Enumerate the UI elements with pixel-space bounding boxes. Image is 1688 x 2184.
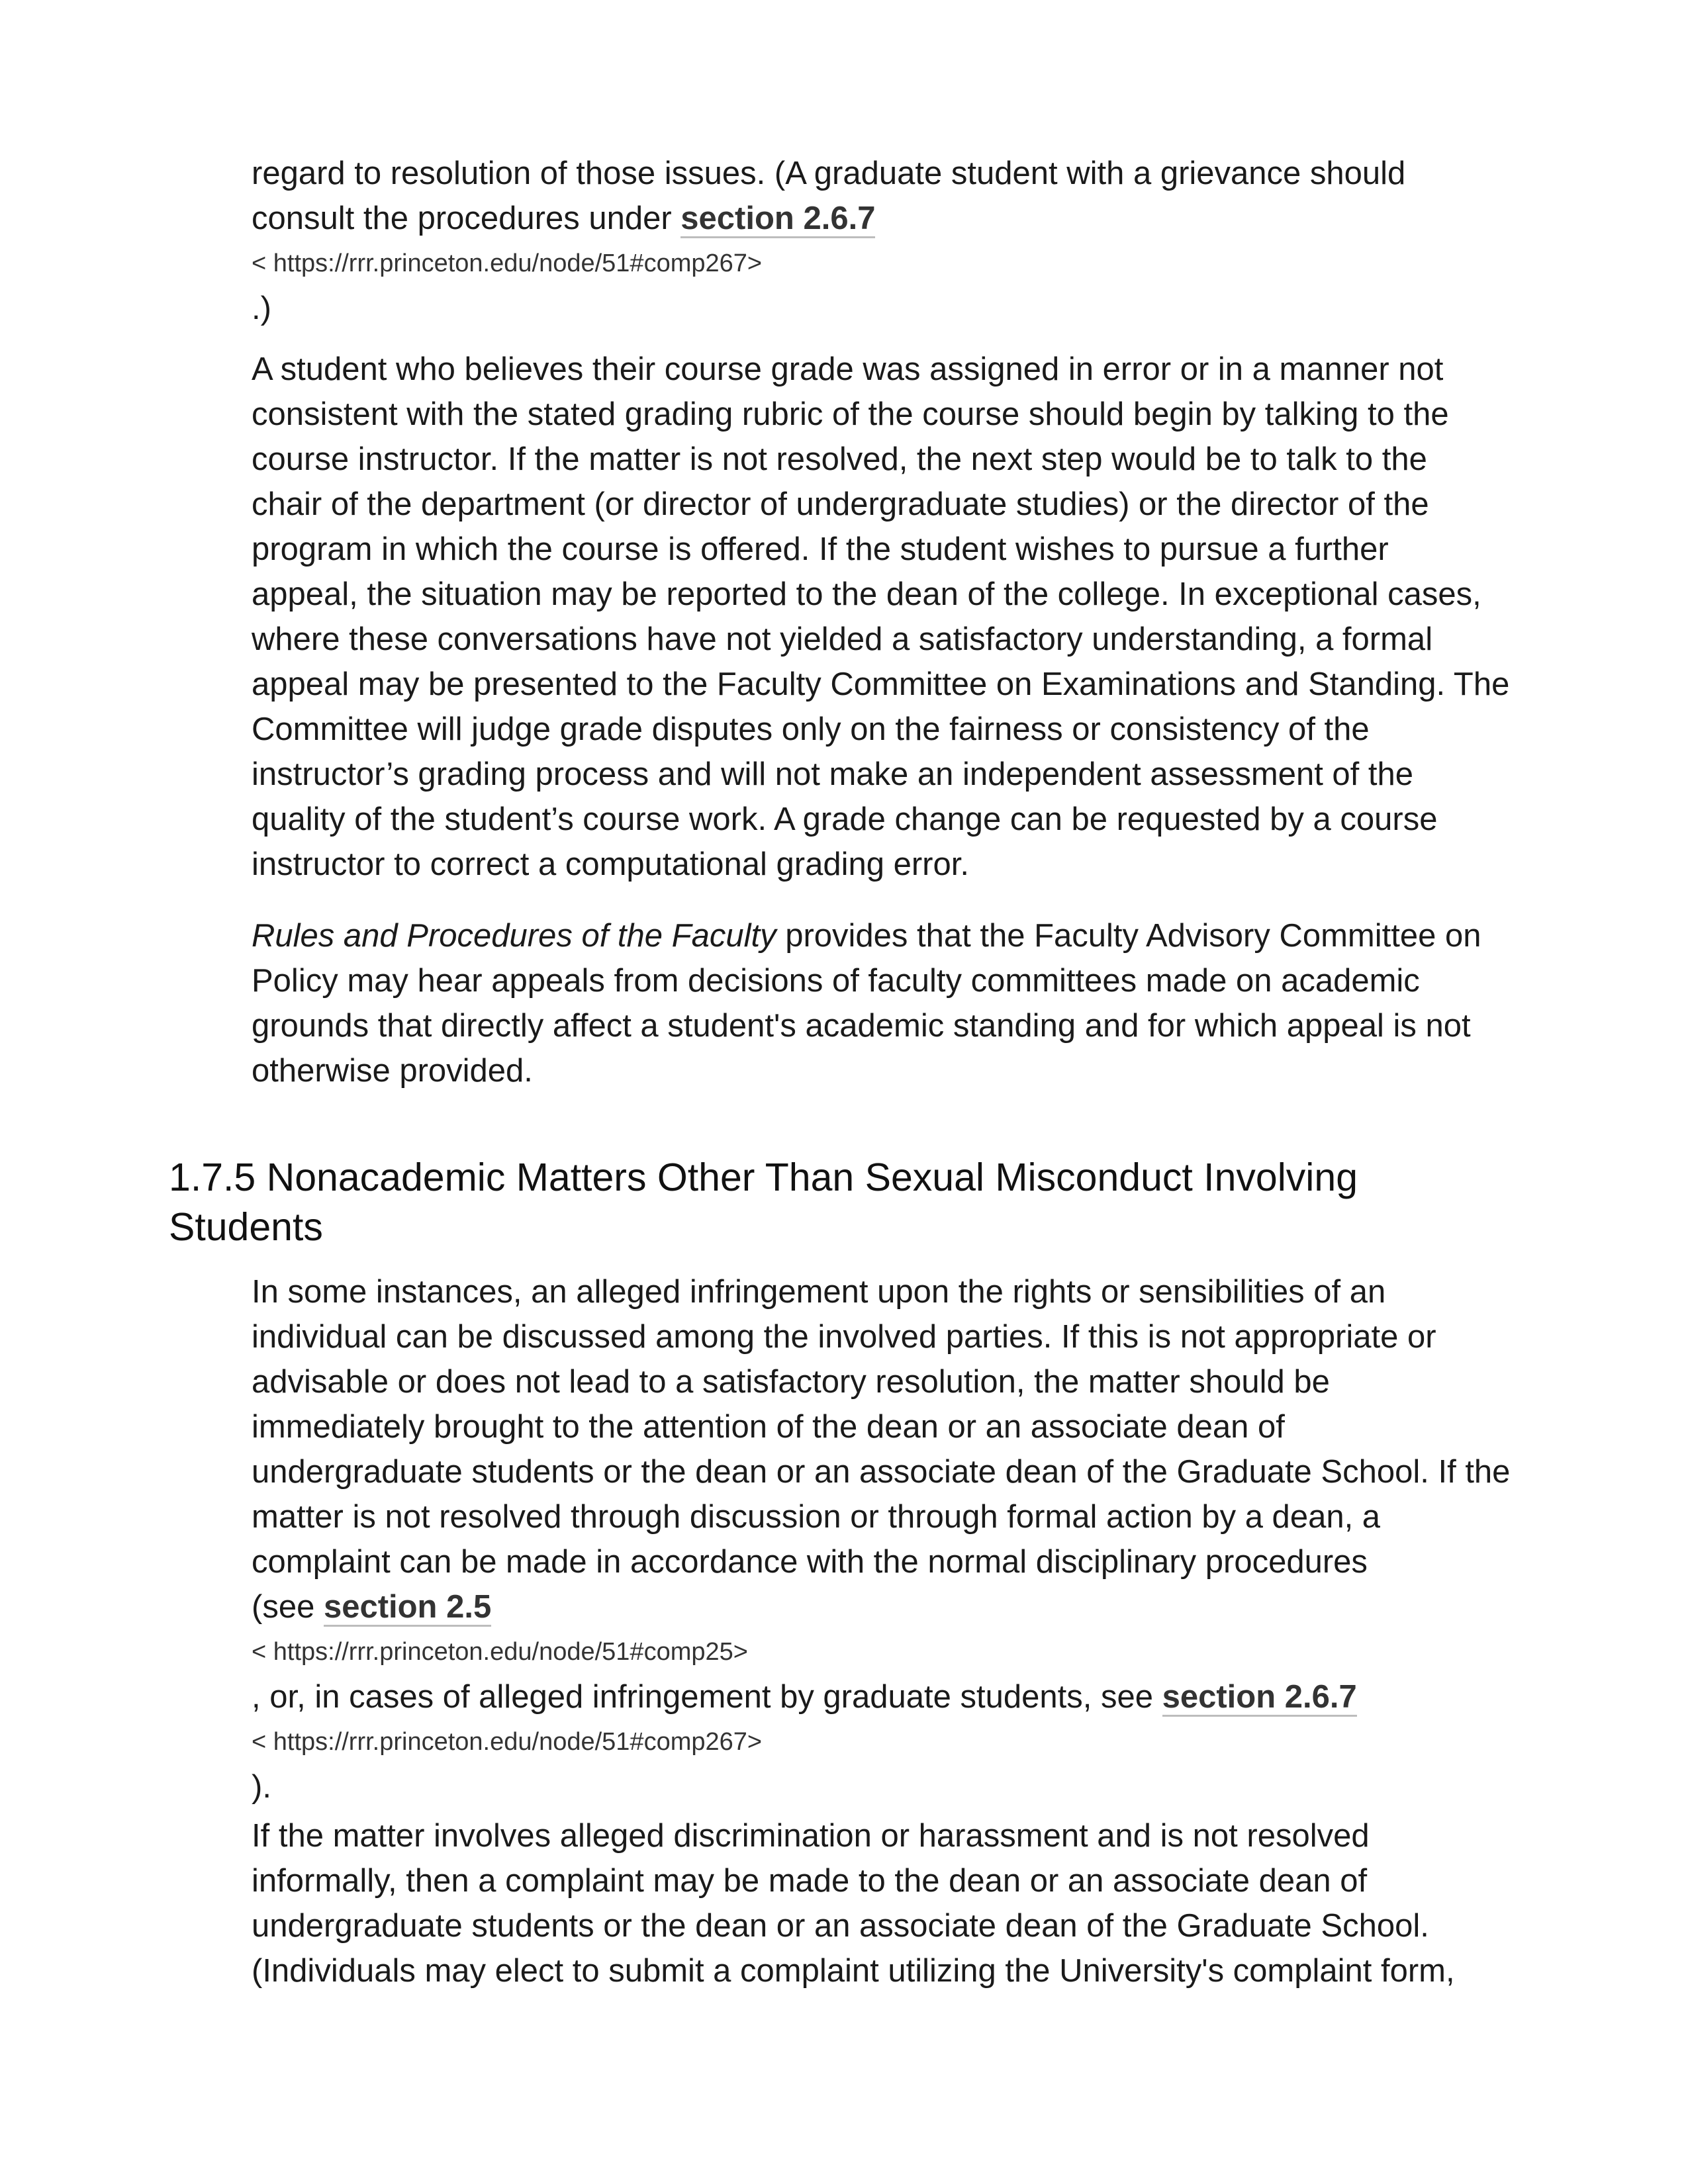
text-line: consistent with the stated grading rubric of the course should begin by talking to the	[252, 396, 1449, 432]
text-line	[252, 1674, 1536, 1719]
section-2-6-7-link[interactable]: section 2.6.7	[680, 201, 875, 238]
text-line: A student who believes their course grade was assigned in error or in a manner not	[252, 351, 1444, 387]
document-title-italic: Rules and Procedures of the Faculty	[252, 918, 776, 954]
text-line: Policy may hear appeals from decisions of faculty committees made on academic	[252, 963, 1420, 999]
text-line: Committee will judge grade disputes only on the fairness or consistency of the	[252, 711, 1370, 747]
text-line: immediately brought to the attention of the dean or an associate dean of	[252, 1409, 1285, 1445]
text-line: otherwise provided.	[252, 1053, 533, 1089]
discrimination-paragraph	[252, 1813, 1536, 1993]
text-line	[252, 196, 1536, 241]
text-line: appeal, the situation may be reported to the dean of the college. In exceptional cases,	[252, 576, 1481, 612]
text-line: instructor to correct a computational grading error.	[252, 846, 969, 882]
text-line	[252, 1584, 1536, 1629]
text-line: appeal may be presented to the Faculty Committee on Examinations and Standing. The	[252, 666, 1510, 702]
text-line: (Individuals may elect to submit a complaint utilizing the University's complaint form,	[252, 1953, 1455, 1989]
nonacademic-paragraph	[252, 1269, 1536, 1809]
text-line: undergraduate students or the dean or an associate dean of the Graduate School. If the	[252, 1454, 1511, 1490]
text-line: instructor’s grading process and will not make an independent assessment of the	[252, 756, 1414, 792]
rules-paragraph	[252, 913, 1536, 1093]
text-line: matter is not resolved through discussion or through formal action by a dean, a	[252, 1499, 1381, 1535]
text-run: (see	[252, 1589, 324, 1625]
text-line	[252, 913, 1536, 958]
text-line: complaint can be made in accordance with the normal disciplinary procedures	[252, 1544, 1368, 1580]
text-line: If the matter involves alleged discrimination or harassment and is not resolved	[252, 1818, 1370, 1854]
text-line: advisable or does not lead to a satisfactory resolution, the matter should be	[252, 1364, 1330, 1400]
text-run: provides that the Faculty Advisory Committee on	[776, 918, 1481, 954]
heading-line: Students	[169, 1205, 323, 1249]
text-run: , or, in cases of alleged infringement by graduate students, see	[252, 1679, 1162, 1715]
text-line: undergraduate students or the dean or an associate dean of the Graduate School.	[252, 1908, 1429, 1944]
text-line: grounds that directly affect a student's academic standing and for which appeal is not	[252, 1008, 1471, 1044]
url-reference: < https://rrr.princeton.edu/node/51#comp267>	[252, 1728, 763, 1756]
section-heading	[169, 1153, 1532, 1252]
intro-block	[252, 151, 1536, 331]
text-line: ).	[252, 1769, 271, 1805]
url-reference: < https://rrr.princeton.edu/node/51#comp25>	[252, 1638, 748, 1666]
text-line: quality of the student’s course work. A grade change can be requested by a course	[252, 801, 1438, 837]
text-line: informally, then a complaint may be made to the dean or an associate dean of	[252, 1863, 1368, 1899]
text-line: course instructor. If the matter is not resolved, the next step would be to talk to the	[252, 441, 1427, 477]
heading-line: 1.7.5 Nonacademic Matters Other Than Sexual Misconduct Involving	[169, 1156, 1358, 1199]
text-line: program in which the course is offered. If the student wishes to pursue a further	[252, 531, 1389, 567]
text-line: chair of the department (or director of undergraduate studies) or the director of the	[252, 486, 1429, 522]
url-reference: < https://rrr.princeton.edu/node/51#comp267>	[252, 250, 763, 277]
text-line: individual can be discussed among the involved parties. If this is not appropriate or	[252, 1319, 1436, 1355]
text-line: .)	[252, 291, 271, 326]
text-line: In some instances, an alleged infringement upon the rights or sensibilities of an	[252, 1274, 1386, 1310]
grade-dispute-paragraph	[252, 347, 1536, 887]
text-line: regard to resolution of those issues. (A graduate student with a grievance should	[252, 156, 1406, 191]
section-2-6-7-link-2[interactable]: section 2.6.7	[1162, 1679, 1357, 1717]
text-line: where these conversations have not yielded a satisfactory understanding, a formal	[252, 621, 1433, 657]
section-2-5-link[interactable]: section 2.5	[324, 1589, 491, 1627]
text-run: consult the procedures under	[252, 201, 681, 236]
